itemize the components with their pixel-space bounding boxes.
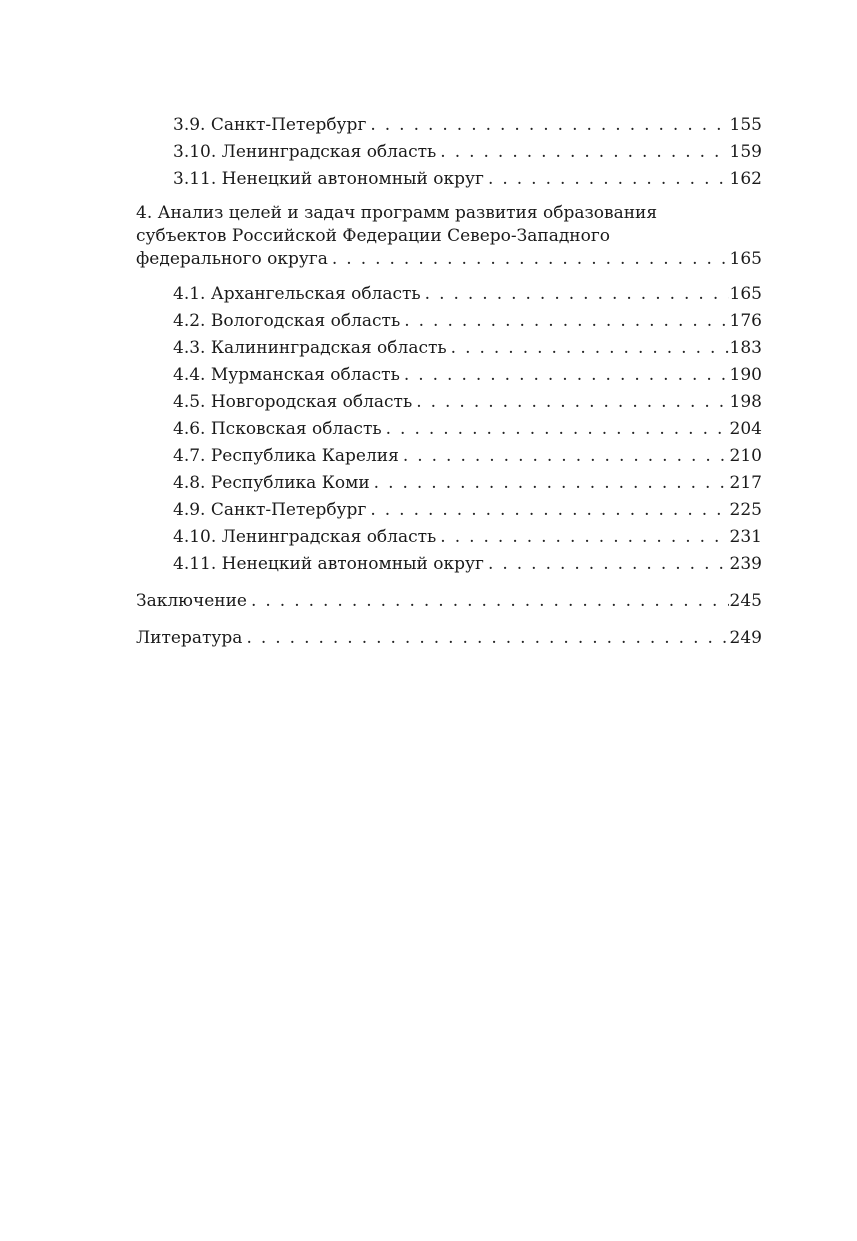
toc-entry-4-5[interactable] — [136, 389, 762, 416]
dot-leader — [386, 416, 729, 443]
dot-leader — [416, 389, 728, 416]
dot-leader — [404, 308, 728, 335]
toc-entry-literature[interactable] — [136, 625, 762, 652]
toc-entry-4-2[interactable] — [136, 308, 762, 335]
dot-leader — [370, 497, 728, 524]
toc-entry-page: 225 — [729, 500, 762, 520]
dot-leader — [488, 166, 729, 193]
toc-entry-title: 4.3. Калининградская область — [173, 338, 447, 358]
toc-entry-page: 162 — [729, 169, 762, 189]
toc-entry-title: 4.8. Республика Коми — [173, 473, 370, 493]
dot-leader — [488, 551, 729, 578]
table-of-contents — [136, 112, 762, 652]
toc-entry-title: 4.11. Ненецкий автономный округ — [173, 554, 484, 574]
toc-entry-title: 4.1. Архангельская область — [173, 284, 421, 304]
toc-entry-title: 4.9. Санкт-Петербург — [173, 500, 367, 520]
toc-entry-title: 4.10. Ленинградская область — [173, 527, 437, 547]
dot-leader — [403, 443, 729, 470]
dot-leader — [374, 470, 729, 497]
toc-entry-title: Заключение — [136, 591, 247, 611]
toc-entry-4-6[interactable] — [136, 416, 762, 443]
toc-entry-4-8[interactable] — [136, 470, 762, 497]
toc-entry-page: 249 — [729, 628, 762, 648]
toc-entry-4-3[interactable] — [136, 335, 762, 362]
toc-entry-page: 239 — [729, 554, 762, 574]
chapter-title-line-1: 4. Анализ целей и задач программ развития образования — [136, 203, 658, 223]
dot-leader — [251, 588, 729, 615]
dot-leader — [404, 362, 729, 389]
toc-entry-4-7[interactable] — [136, 443, 762, 470]
toc-entry-title: 4.7. Республика Карелия — [173, 446, 399, 466]
toc-entry-conclusion[interactable] — [136, 588, 762, 615]
toc-entry-page: 155 — [729, 115, 762, 135]
toc-entry-page: 165 — [729, 284, 762, 304]
toc-entry-title: федерального округа — [136, 249, 328, 269]
toc-entry-page: 165 — [729, 249, 762, 269]
toc-entry-4-1[interactable] — [136, 281, 762, 308]
toc-entry-title: 3.11. Ненецкий автономный округ — [173, 169, 484, 189]
toc-entry-page: 217 — [729, 473, 762, 493]
dot-leader — [440, 524, 728, 551]
toc-entry-title: 3.10. Ленинградская область — [173, 142, 437, 162]
toc-entry-4-10[interactable] — [136, 524, 762, 551]
dot-leader — [440, 139, 728, 166]
toc-entry-page: 176 — [729, 311, 762, 331]
toc-entry-title: 4.6. Псковская область — [173, 419, 382, 439]
dot-leader — [332, 248, 729, 271]
toc-entry-page: 183 — [729, 338, 762, 358]
toc-entry-title: Литература — [136, 628, 243, 648]
toc-entry-3-10[interactable] — [136, 139, 762, 166]
toc-entry-page: 231 — [729, 527, 762, 547]
toc-entry-4-9[interactable] — [136, 497, 762, 524]
chapter-title-line-2: субъектов Российской Федерации Северо-Западного — [136, 226, 611, 246]
toc-entry-4-11[interactable] — [136, 551, 762, 578]
dot-leader — [370, 112, 728, 139]
toc-entry-page: 245 — [729, 591, 762, 611]
toc-entry-page: 198 — [729, 392, 762, 412]
toc-entry-title: 4.4. Мурманская область — [173, 365, 400, 385]
dot-leader — [425, 281, 729, 308]
dot-leader — [246, 625, 728, 652]
toc-chapter-4[interactable] — [136, 202, 762, 271]
toc-entry-title: 4.5. Новгородская область — [173, 392, 413, 412]
chapter-title-line-3 — [136, 248, 762, 271]
toc-entry-4-4[interactable] — [136, 362, 762, 389]
toc-entry-page: 159 — [729, 142, 762, 162]
toc-entry-3-9[interactable] — [136, 112, 762, 139]
toc-entry-page: 210 — [729, 446, 762, 466]
dot-leader — [451, 335, 729, 362]
toc-entry-title: 4.2. Вологодская область — [173, 311, 401, 331]
toc-entry-3-11[interactable] — [136, 166, 762, 193]
toc-entry-title: 3.9. Санкт-Петербург — [173, 115, 367, 135]
toc-entry-page: 204 — [729, 419, 762, 439]
toc-entry-page: 190 — [729, 365, 762, 385]
